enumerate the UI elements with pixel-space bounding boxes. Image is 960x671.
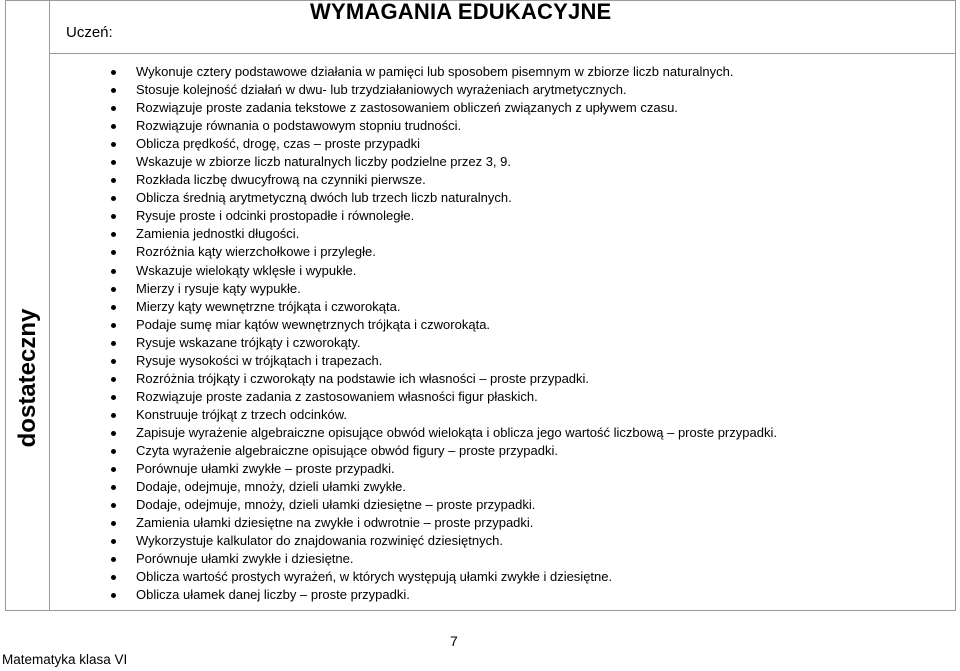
requirement-item: Oblicza średnią arytmetyczną dwóch lub trzech liczb naturalnych. [0, 189, 900, 207]
requirements-list [0, 63, 900, 604]
header-divider [49, 53, 956, 54]
grade-label: dostateczny [14, 308, 41, 448]
requirement-item: Dodaje, odejmuje, mnoży, dzieli ułamki dziesiętne – proste przypadki. [0, 496, 900, 514]
requirement-item: Stosuje kolejność działań w dwu- lub trzydziałaniowych wyrażeniach arytmetycznych. [0, 81, 900, 99]
requirement-item: Rysuje wysokości w trójkątach i trapezach. [0, 352, 900, 370]
requirement-item: Wykorzystuje kalkulator do znajdowania rozwinięć dziesiętnych. [0, 532, 900, 550]
requirement-item: Rozwiązuje proste zadania z zastosowaniem własności figur płaskich. [0, 388, 900, 406]
requirement-item: Dodaje, odejmuje, mnoży, dzieli ułamki zwykłe. [0, 478, 900, 496]
requirement-item: Mierzy kąty wewnętrzne trójkąta i czworokąta. [0, 298, 900, 316]
requirement-item: Zamienia jednostki długości. [0, 225, 900, 243]
requirement-item: Rozwiązuje proste zadania tekstowe z zastosowaniem obliczeń związanych z upływem czasu. [0, 99, 900, 117]
footer-subject: Matematyka klasa VI [2, 652, 128, 667]
requirement-item: Mierzy i rysuje kąty wypukłe. [0, 280, 900, 298]
requirement-item: Wykonuje cztery podstawowe działania w pamięci lub sposobem pisemnym w zbiorze liczb naturalnych. [0, 63, 900, 81]
page-number: 7 [450, 633, 458, 649]
requirement-item: Rozróżnia trójkąty i czworokąty na podstawie ich własności – proste przypadki. [0, 370, 900, 388]
requirement-item: Porównuje ułamki zwykłe i dziesiętne. [0, 550, 900, 568]
requirement-item: Oblicza wartość prostych wyrażeń, w których występują ułamki zwykłe i dziesiętne. [0, 568, 900, 586]
requirement-item: Rozróżnia kąty wierzchołkowe i przyległe. [0, 243, 900, 261]
page-title: WYMAGANIA EDUKACYJNE [310, 0, 612, 24]
requirement-item: Zapisuje wyrażenie algebraiczne opisujące obwód wielokąta i oblicza jego wartość liczbową – proste przypadki. [0, 424, 900, 442]
requirement-item: Rysuje wskazane trójkąty i czworokąty. [0, 334, 900, 352]
requirement-item: Rysuje proste i odcinki prostopadłe i równoległe. [0, 207, 900, 225]
student-label: Uczeń: [66, 24, 113, 41]
requirement-item: Podaje sumę miar kątów wewnętrznych trójkąta i czworokąta. [0, 316, 900, 334]
requirement-item: Czyta wyrażenie algebraiczne opisujące obwód figury – proste przypadki. [0, 442, 900, 460]
requirement-item: Zamienia ułamki dziesiętne na zwykłe i odwrotnie – proste przypadki. [0, 514, 900, 532]
requirement-item: Oblicza ułamek danej liczby – proste przypadki. [0, 586, 900, 604]
requirement-item: Konstruuje trójkąt z trzech odcinków. [0, 406, 900, 424]
requirement-item: Oblicza prędkość, drogę, czas – proste przypadki [0, 135, 900, 153]
requirement-item: Wskazuje w zbiorze liczb naturalnych liczby podzielne przez 3, 9. [0, 153, 900, 171]
requirement-item: Rozwiązuje równania o podstawowym stopniu trudności. [0, 117, 900, 135]
requirement-item: Rozkłada liczbę dwucyfrową na czynniki pierwsze. [0, 171, 900, 189]
requirement-item: Porównuje ułamki zwykłe – proste przypadki. [0, 460, 900, 478]
requirement-item: Wskazuje wielokąty wklęsłe i wypukłe. [0, 262, 900, 280]
